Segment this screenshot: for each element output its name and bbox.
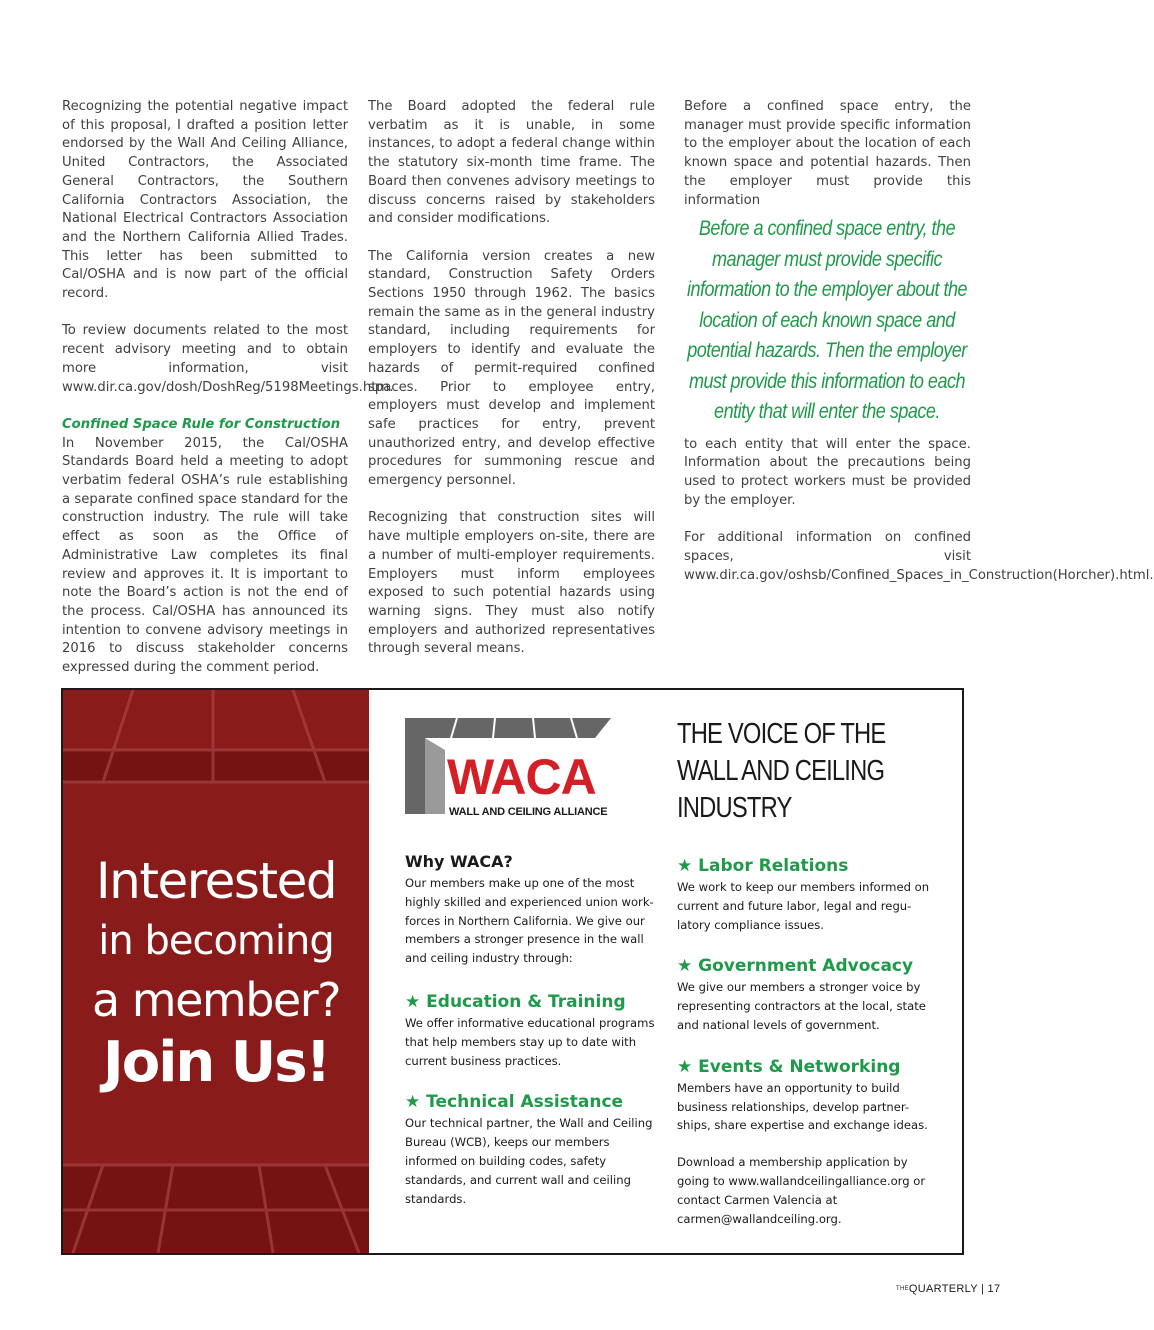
paragraph: Recognizing that construction sites will have multiple employers on-site, there are a number of multi-employer requirements. Employers must inform employees exposed to such potential hazards using warning signs. They must also notify employers and authorized representatives through several means. — [368, 510, 655, 657]
why-waca-title: Why WACA? — [405, 852, 513, 871]
article-column-3 — [684, 98, 1154, 604]
events-networking-heading — [677, 1055, 939, 1079]
labor-relations-heading — [677, 854, 939, 878]
cta-line-2: in becoming — [98, 918, 334, 964]
paragraph: To review documents related to the most recent advisory meeting and to obtain more information, visit www.dir.ca.gov/dosh/DoshReg/5198Meetings.htm. — [62, 323, 394, 395]
star-icon: ★ — [405, 1092, 421, 1113]
technical-assistance-heading — [405, 1090, 655, 1114]
paragraph: In November 2015, the Cal/OSHA Standards Board held a meeting to adopt verbatim federal OSHA’s rule establishing a separate confined space standard for the construction industry. The rule will take effect as soon as the Office of Administrative Law completes its final review and approves it. It is important to note the Board’s action is not the end of the process. Cal/OSHA has announced its intention to convene advisory meetings in 2016 to discuss stakeholder concerns expressed during the comment period. — [62, 435, 348, 676]
cta-text — [63, 850, 369, 1096]
section-subhead: Confined Space Rule for Construction — [62, 416, 341, 432]
star-icon: ★ — [677, 956, 693, 977]
article-column-2 — [368, 98, 655, 678]
waca-logo — [405, 718, 615, 820]
labor-relations-body: We work to keep our members informed on current and future labor, legal and regu-latory compliance issues. — [677, 880, 930, 932]
section-title: Technical Assistance — [426, 1092, 624, 1113]
government-advocacy-heading — [677, 954, 939, 978]
section-title: Labor Relations — [698, 856, 849, 876]
page-folio — [896, 1283, 1000, 1295]
folio-pre: THE — [896, 1286, 909, 1292]
paragraph: The Board adopted the federal rule verbatim as it is unable, in some instances, to adopt a federal change within the statutory six-month time frame. The Board then convenes advisory meetings to discuss concerns raised by stakeholders and consider modifications. — [368, 99, 655, 227]
download-instructions: Download a membership application by going to www.wallandceilingalliance.org or contact Carmen Valencia at carmen@wallandceiling.org. — [677, 1155, 926, 1226]
technical-assistance-body: Our technical partner, the Wall and Ceiling Bureau (WCB), keeps our members informed on building codes, safety standards, and current wall and ceiling standards. — [405, 1116, 653, 1206]
waca-wordmark: WACA — [447, 749, 596, 805]
events-networking-body: Members have an opportunity to build business relationships, develop partner-ships, share expertise and exchange ideas. — [677, 1080, 928, 1133]
star-icon: ★ — [405, 991, 421, 1012]
membership-ad — [61, 688, 964, 1255]
paragraph: Before a confined space entry, the manager must provide specific information to the employer about the location of each known space and potential hazards. Then the employer must provide this information — [684, 99, 971, 208]
star-icon: ★ — [677, 1056, 693, 1077]
paragraph: For additional information on confined spaces, visit www.dir.ca.gov/oshsb/Confined_Spaces_in_Construction(Horcher).html. — [684, 530, 1154, 583]
government-advocacy-body: We give our members a stronger voice by representing contractors at the local, state and national levels of government. — [677, 980, 926, 1032]
ad-red-panel — [63, 690, 369, 1253]
waca-tagline: WALL AND CEILING ALLIANCE — [449, 806, 608, 818]
section-title: Government Advocacy — [698, 956, 914, 977]
cta-join-us: Join Us! — [102, 1030, 330, 1095]
cta-line-3: a member? — [91, 973, 341, 1027]
folio-separator: | — [981, 1283, 985, 1295]
cta-line-1: Interested — [95, 852, 337, 910]
article-column-1 — [62, 98, 394, 696]
paragraph: Recognizing the potential negative impact of this proposal, I drafted a position letter endorsed by the Wall And Ceiling Alliance, United Contractors, the Associated General Contractors, the Southern California Contractors Association, the National Electrical Contractors Association and the Northern California Allied Trades. This letter has been submitted to Cal/OSHA and is now part of the official record. — [62, 99, 348, 302]
paragraph: The California version creates a new standard, Construction Safety Orders Sections 1950 through 1962. The basics remain the same as in the general industry standard, including requirements for employers to identify and evaluate the hazards of permit-required confined spaces. Prior to employee entry, employers must develop and implement safe practices for entry, prevent unauthorized entry, and develop effective procedures for summoning rescue and emergency personnel. — [368, 248, 655, 489]
why-waca-body: Our members make up one of the most highly skilled and experienced union work-forces in Northern California. We give our members a stronger presence in the wall and ceiling industry through: — [405, 876, 654, 966]
ad-headline: THE VOICE OF THE WALL AND CEILING INDUSTRY — [677, 718, 886, 824]
paragraph: to each entity that will enter the space. Information about the precautions being used to protect workers must be provided by the employer. — [684, 436, 971, 508]
education-training-body: We offer informative educational programs that help members stay up to date with current business practices. — [405, 1015, 655, 1068]
education-training-heading — [405, 990, 655, 1014]
page-number: 17 — [987, 1283, 1001, 1295]
section-title: Education & Training — [426, 991, 626, 1012]
magazine-name: QUARTERLY — [908, 1283, 978, 1295]
star-icon: ★ — [677, 856, 693, 876]
ad-column-right — [677, 854, 939, 1228]
section-title: Events & Networking — [698, 1056, 901, 1077]
ad-column-left — [405, 850, 655, 1208]
pull-quote: Before a confined space entry, the manager must provide specific information to the employer about the location of each known space and potential hazards. Then the employer must provide this information to each entity that will enter the space. — [686, 217, 968, 424]
